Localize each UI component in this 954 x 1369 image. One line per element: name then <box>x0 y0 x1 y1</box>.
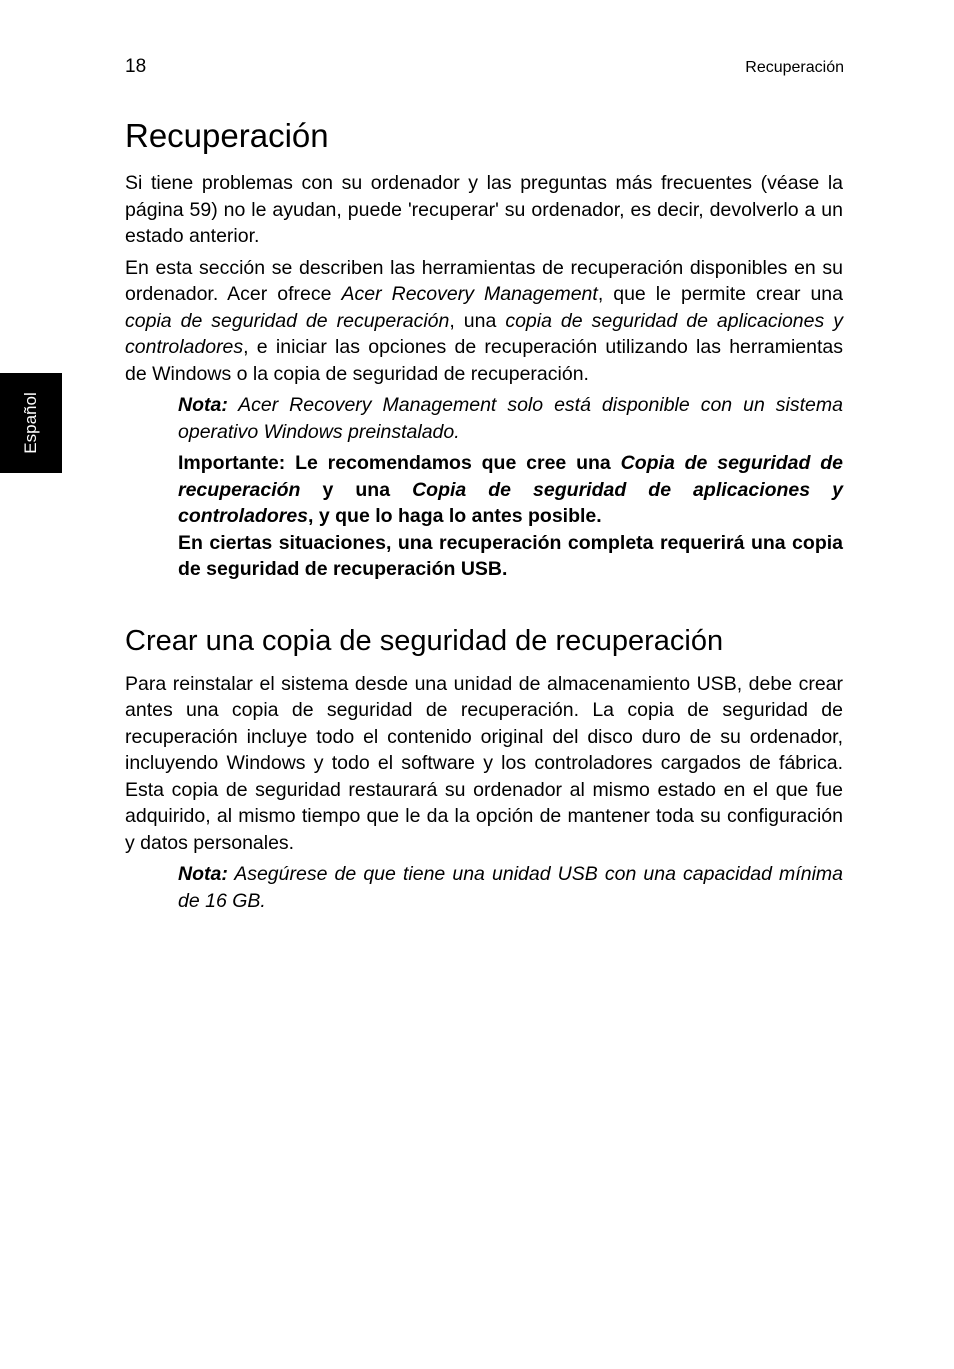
note-label: Nota: <box>178 394 228 416</box>
page-content <box>125 110 843 919</box>
backup-paragraph: Para reinstalar el sistema desde una unidad de almacenamiento USB, debe crear antes una copia de seguridad de recuperación. La copia de seguridad de recuperación incluye todo el contenido original del disco duro de su ordenador, incluyendo Windows y todo el software y los controladores cargados de fábrica. Esta copia de seguridad restaurará su ordenador al mismo estado en el que fue adquirido, al mismo tiempo que le da la opción de mantener toda su configuración y datos personales. <box>125 672 843 854</box>
important-italic-2: Copia de seguridad de aplicaciones y controladores <box>178 478 843 527</box>
important-note <box>178 450 843 530</box>
tools-italic-2: copia de seguridad de recuperación <box>125 309 450 332</box>
running-header: Recuperación <box>745 59 844 76</box>
tools-text-4: , e iniciar las opciones de recuperación utilizando las herramientas de Windows o la copia de seguridad de recuperación. <box>125 336 843 385</box>
important-usb-note: En ciertas situaciones, una recuperación completa requerirá una copia de seguridad de recuperación USB. <box>178 531 843 580</box>
note-text: Asegúrese de que tiene una unidad USB con una capacidad mínima de 16 GB. <box>178 863 843 912</box>
tools-paragraph <box>125 255 843 388</box>
important-text-2: y una <box>300 478 413 501</box>
tools-text-3: , una <box>449 309 506 332</box>
important-text-1: Importante: Le recomendamos que cree una <box>178 452 621 474</box>
section-title-create-backup: Crear una copia de seguridad de recuperación <box>125 624 724 657</box>
tools-italic-3: copia de seguridad de aplicaciones y controladores <box>125 309 843 358</box>
note-usb <box>178 861 843 914</box>
important-italic-1: Copia de seguridad de recuperación <box>178 452 844 501</box>
page-number: 18 <box>125 56 147 77</box>
language-side-tab <box>0 373 62 473</box>
note-arm <box>178 392 843 445</box>
tools-text-1: En esta sección se describen las herramientas de recuperación disponibles en su ordenador. Acer ofrece <box>125 256 843 305</box>
side-tab-label: Español <box>21 392 40 454</box>
note-text: Acer Recovery Management solo está disponible con un sistema operativo Windows preinstalado. <box>178 394 843 443</box>
tools-text-2: , que le permite crear una <box>597 283 843 305</box>
note-label: Nota: <box>178 863 228 885</box>
intro-paragraph: Si tiene problemas con su ordenador y las preguntas más frecuentes (véase la página 59) no le ayudan, puede 'recuperar' su ordenador, es decir, devolverlo a un estado anterior. <box>125 172 843 247</box>
tools-italic-1: Acer Recovery Management <box>341 283 598 305</box>
important-text-3: , y que lo haga lo antes posible. <box>308 505 602 527</box>
section-title-recovery: Recuperación <box>125 117 329 154</box>
